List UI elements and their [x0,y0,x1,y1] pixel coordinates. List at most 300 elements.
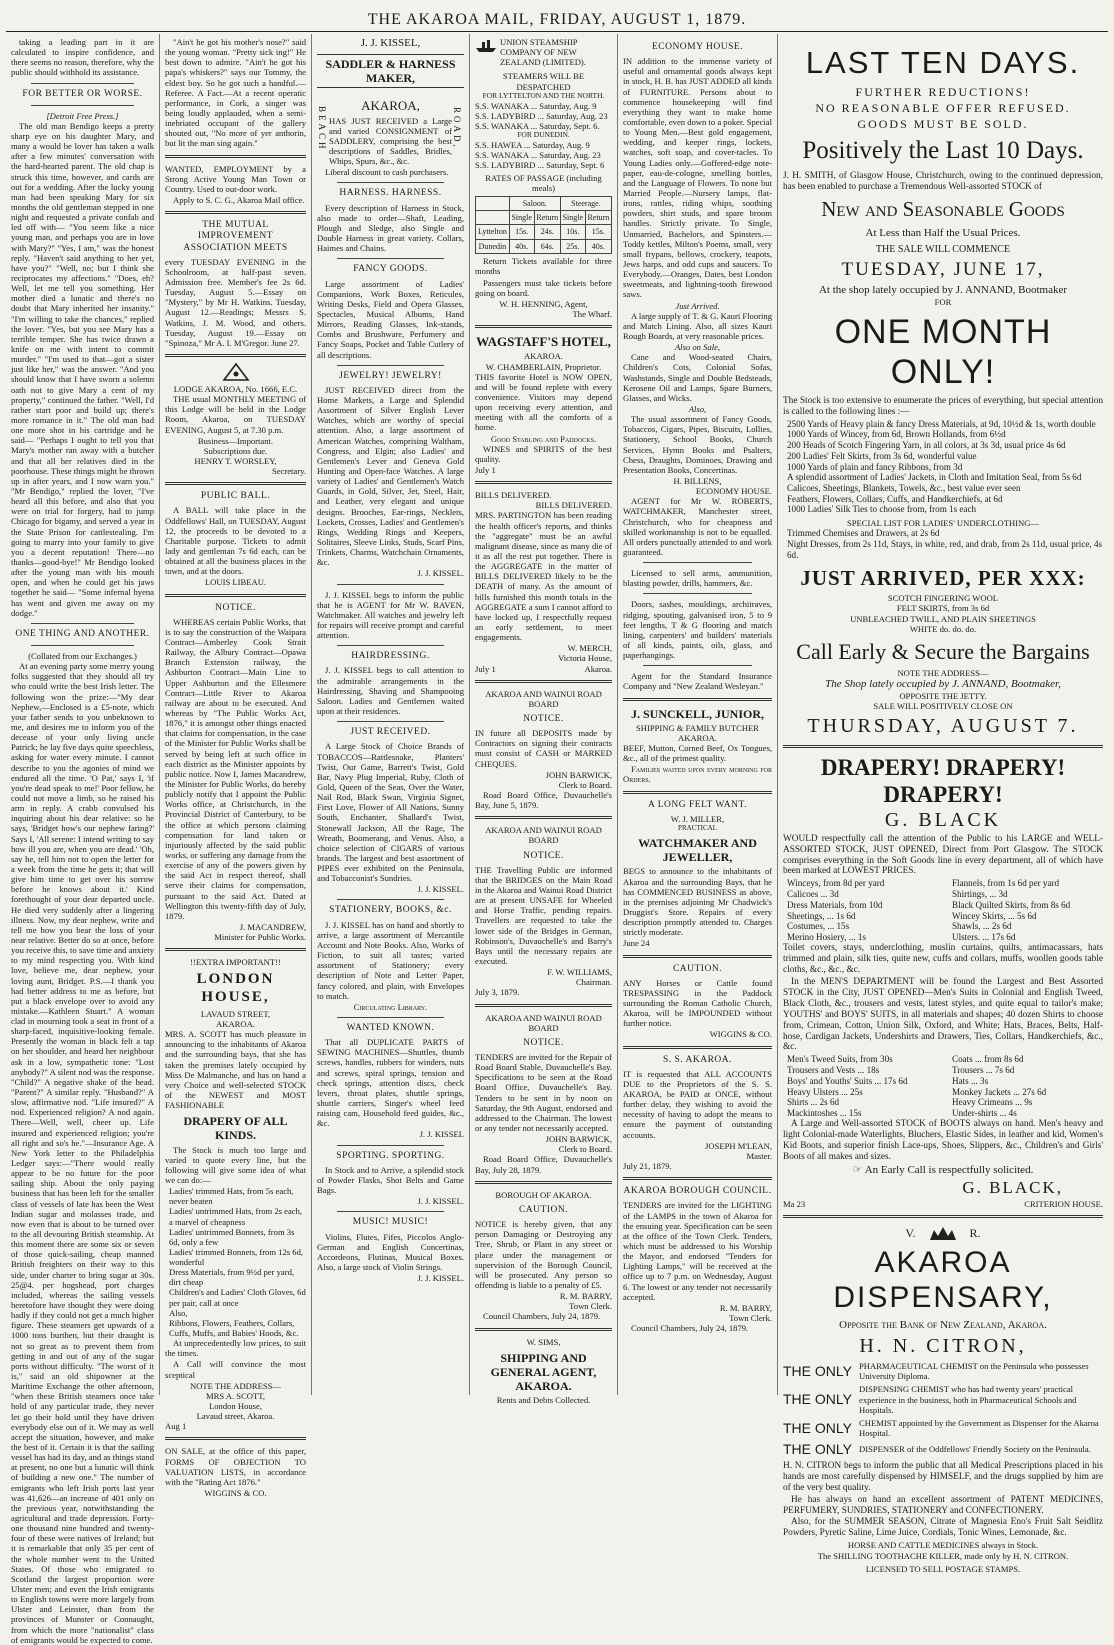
stationery-body: J. J. KISSEL has on hand and shortly to arrive, a large assortment of Mercantile Account and Note Books. Also, Works of Fiction, to suit all tastes; varied assortment of Stationery; every description of Note and Letter Paper, fancy colored, and plain, with Envelopes to match. [317,919,464,1001]
road-board-signature: F. W. WILLIAMS, [547,967,612,978]
price-item: Boys' and Youths' Suits ... 17s 6d [787,1075,908,1086]
price-item: Dress Materials, from 10d [787,899,883,910]
fare-cell: 40s. [585,239,611,253]
fare-header-row [476,196,612,210]
divider [475,1328,612,1331]
divider [165,211,306,214]
road-board-office: Road Board Office, Duvauchelle's Bay, June 5, 1879. [475,789,612,811]
smith-body: J. H. SMITH, of Glasgow House, Christchurch, owing to the continued depression, has been enabled to purchase a Tremendous Well-assorted STOCK of [783,170,1103,192]
london-house-title: LONDON HOUSE, [196,971,275,1006]
lodge-signature-title: Secretary. [271,466,306,477]
black-date: Ma 23 [783,1198,806,1209]
divider [165,155,306,158]
divider [337,584,444,585]
price-item: Shirts ... 2s 6d [787,1097,840,1108]
ball-signature: LOUIS LIBEAU. [204,577,267,588]
fare-subheader: Return [585,210,611,224]
early-call [783,1164,1103,1177]
toothache-killer: The SHILLING TOOTHACHE KILLER, made only by H. N. CITRON. [817,1550,1069,1561]
stock-body: The Stock is much too large and varied to quote every line, but the following will give some idea of what we can do:— [165,1144,306,1185]
fare-cell: 24s. [534,225,560,239]
fare-cell: 15s. [585,225,611,239]
hair-body: J. J. KISSEL begs to call attention to the admirable arrangements in the Hairdressing, Shaving and Shampooing Saloon. Ladies and Gentlemen waited upon at their residences. [317,665,464,717]
borough-signature: R. M. BARRY, [559,1291,612,1302]
doors-body: Doors, sashes, mouldings, architraves, ridging, spouting, galvanised iron, 5 to 9 feet lengths, T & G flooring and match lining, carpenters' and builders' materials of all kinds, paints, oils, glass, and paperhangings. [623,599,772,661]
price-item: Winceys, from 8d per yard [787,878,885,889]
henning-wharf: The Wharf. [572,308,612,319]
toilet-covers: Toilet covers, stays, underclothing, muslin curtains, quilts, antimacassars, hats trimmed and plain, silk ties, quite new, cuffs and collars, muffs, woollen goods table cloths, &c., &c., &c. [783,942,1103,975]
column-1 [6,34,160,1645]
miller-name: W. J. MILLER, [670,813,725,824]
economy-body: IN addition to the immense variety of useful and ornamental goods always kept in stock, H. B. has JUST ADDED all kinds of FURNITURE. Persons about to commence housekeeping will find everything they want to make home comfortable, even down to a poker. Special to Young Men.—Best gold engagement, wedding, and keeper rings, lockets, watches, soft soap, and cover-tacles. To Young Ladies only.—Goffered-edge note-paper, eau-de-cologne, smelling bottles, and the Language of Flowers. To none but Married People.—Nursery lamps, flat-irons, rattles, riding whips, soothing powders, shirt studs, and spare broom handles. Strictly private. To Single, Unmarried, Bachelors, and Spinsters.—Toddy kettles, Milton's Poems, small, very small frypans, bellows, crockery, teapots, Jews harps, and odd cups and saucers. To Everybody.—Oranges, Dates, best London sweetmeats, and lightning-tooth firewood saws. [623,56,772,300]
price-line: 200 Heads of Scotch Fingering Yarn, in all colors, at 3s 3d, usual price 4s 6d [787,440,1066,451]
watchmaker-title: WATCHMAKER AND JEWELLER, [638,836,757,865]
sims-body: SHIPPING AND GENERAL AGENT, AKAROA. [490,1350,597,1393]
summer-season: Also, for the SUMMER SEASON, Citrate of Magnesia Eno's Fruit Salt Seidlitz Powders, Pyretic Saline, Lime Juice, Cordials, Tonic Wines, Lemonade, &c. [783,1517,1103,1539]
article-body: At an evening party some merry young folks suggested that they should all try who could write the best Irish letter. The following won the prize:—"My dear Nephew,—Enclosed is a £5-note, which your father sends to you unbeknown to me, and desires me to inform you of the decease of your only living uncle Patrick; he lay five days quite speechless, asking for water every minute. I cannot describe to you the agonies of mind we endured all the time. 'O Pat,' says I, 'if you're dead speak to me!' Poor fellow, he could not move a limb, so he raised his arm in reply. A crabb convulsed his inquiring about his dear relative: so he says, 'Bridget how's our nephew faring?' Says I, 'All serene: I intend writing to say how ill you are, when you are dead.' 'Oh, say he, tell him not to open the letter for a week from the time he gets it; that will give him time to get over his sorrow before he knows about it.' Kind forethought of your dear departed uncle. He died very suddenly after a lingering illness. Now, my dear nephew, write and tell me how you bear the loss of your near relative. Better do so at once, before you receive this, to save time and anxiety to my mind respecting you. With kind love, believe me, dear nephew, your loving aunt, Bridget. P.S.—I thank you had better address to me as before, but put a black envelope over to avoid any mistake.—Kathleen Stuart." A woman clad in mourning took a seat in front of a sharp-faced, inquisitive-looking female. Presently the woman in black felt a tap on her shoulder, and heard her neighbour ask in a low, sympathetic tone: "Lost anybody?" A silent nod was the response. "Child?" A negative shake of the head. "Parent?" A similar reply. "Husband?" A slow, affirmative nod. "Life insured?" A nod. Experienced religion? A nod again. There—Well, well, cheer up. Life insured and experienced religion; you're all right and so's he."—Insurance Age. A New York letter to the Philadelphia Ledger says:—"There would really appear to be no future for the poor sailing ship. About the only paying business that has been left for the smaller class of vessels of late has been the West Indian sugar and molasses trade, and now even that is about to be turned over to the all devouring British steamship. At this moment there are some six or seven of those quick-sailing, cheap manned British freighters on their way to this side, under charter to bring sugar at 30s. 25@4. per hogshead, port charges included, whereas the sailing vessels heretofore have thought they were doing badly if they could not get a much higher figure. These steamers get upwards of a 1000 tons burthen, but their draught is not so great as to prevent them from getting in and out of any of the sugar ports without difficulty. "The worst of it is," said an old shipowner at the Maritime Exchange the other afternoon, "when these British steamers once take hold of any particular trade, they never let go their hold until they have driven everybody else out of it. We may as well accept the situation, however, and make the best of it. Certain it is that the sailing vessel has had its day, and as things stand at present, no one but a lunatic will think of building a new one." The number of emigrants who left Irish ports last year was 41,626—an increase of 401 only on the previous year, notwithstanding the agricultural and trade depression. Forty-one thousand nine hundred and twenty-four of these were natives of Ireland; but it is remarkable that only 35 per cent of the whole number went to the United States. Of those who emigrated to Scotland the largest proportion were Ulster men; and even the Irish emigrants to English towns were more largely from Ulster and Leinster, than from the provinces of Munster or Connaught, from which the more "nationalist" class of emigrants would be expected to come. [11,661,154,1645]
positively-title: Positively the Last 10 Days. [802,137,1084,165]
sims-name: W. SIMS, [526,1336,561,1347]
wanted-known-title: WANTED KNOWN. [346,1022,435,1033]
sailing-row: S.S. HAWEA ... Saturday, Aug. 9 [475,139,590,150]
vr-letter-v: V. [905,1225,916,1240]
the-only-list [783,1361,1103,1458]
price-item: Under-shirts ... 4s [952,1108,1017,1119]
wanted-known-signature: J. J. KISSEL [419,1129,464,1140]
tobacco-title: JUST RECEIVED. [350,727,431,738]
borough-caution: CAUTION. [518,1204,569,1215]
passengers-notice: Passengers must take tickets before going on board. [475,277,612,298]
council-signature: R. M. BARRY, [719,1302,772,1313]
agent-standard: Agent for the Standard Insurance Company and "New Zealand Wesleyan." [623,671,772,692]
stock-item: Ladies' trimmed Bonnets, from 12s 6d, wonderful [169,1246,304,1268]
postage-stamps: LICENSED TO SELL POSTAGE STAMPS. [865,1563,1021,1574]
divider [783,1215,1103,1218]
article-title-one-thing: ONE THING AND ANOTHER. [15,628,150,639]
stock-item: Ladies' untrimmed Bonnets, from 3s 6d, only a few [169,1226,295,1247]
for-dunedin: FOR DUNEDIN. [517,129,570,139]
price-item: Calicoes ... 3d [787,889,839,900]
wagstaff-body: THIS favorite Hotel is NOW OPEN, and will be found replete with every convenience. Visitors may depend upon receiving every attention, and meeting with all the comforts of a home. [475,371,612,433]
tuesday-june: TUESDAY, JUNE 17, [841,259,1045,281]
citron-body-2: He has always on hand an excellent assortment of PATENT MEDICINES, PERFUMERY, SUNDRIES, STATIONERY and CONFECTIONERY. [783,1494,1103,1516]
stock-call: A Call will convince the most sceptical [165,1359,306,1380]
council-title: AKAROA BOROUGH COUNCIL. [623,1186,772,1197]
price-line: A splendid assortment of Ladies' Jackets, in Cloth and Imitation Seal, from 5s 6d [787,472,1082,483]
wagstaff-proprietor: W. CHAMBERLAIN, Proprietor. [485,361,602,372]
sunckell-place: AKAROA. [678,732,717,743]
divider [475,816,612,819]
road-board-body: TENDERS are invited for the Repair of Road Board Stable, Duvauchelle's Bay. Specifications to be seen at the Road Board Office, Duvauchelle's Bay. Tenders to be sent in by noon on Saturday, the 9th August, endorsed and addressed to the Chairman. The lowest or any tender not necessarily accepted. [475,1052,612,1134]
price-item: Shirtings, ... 3d [952,889,1008,900]
miller-body: BEGS to announce to the inhabitants of Akaroa and the surrounding Bays, that he has COMMENCED BUSINESS as above, in the premises adjoining Mr Chadwick's Druggist's Store. Repairs of every description promptly attended to. Charges strictly moderate. [623,866,772,938]
bills-body: MRS. PARTINGTON has been reading the health officer's reports, and thinks the "aggregate" must be an awful malignant disease, since as many die of it as all the rest put together. There is the AGGREGATE in the matter of BILLS DELIVERED likely to be the DEATH of many. As the amount of bills furnished this month totals in the AGGREGATE a sum I cannot afford to have locked up, I respectfully request an early settlement, to meet engagements. [475,510,612,643]
fare-cell: 25s. [560,239,585,253]
mens-department: In the MEN'S DEPARTMENT will be found the Largest and Best Assorted STOCK in the City, JUST OPENED—Men's Suits in Colonial and English Tweed, Black Cloth, &c., trousers and vests, latest styles, and quite equal to tailor's make; YOUTHS' and BOYS' SUITS, in all materials and shapes; 40 dozen Shirts to choose from, Crimean, Cotton, Union Silk, Oxford, and White; Hats, Braces, Belts, Half-hose, Cardigan Jackets, Undershirts and Drawers, Ties, Collars, Handkerchiefs, &c., &c. [783,976,1103,1053]
divider [337,1017,444,1018]
steamship-icon [475,37,497,53]
ball-title: PUBLIC BALL. [200,491,271,502]
borough-signature-2: Town Clerk. [569,1301,612,1312]
divider [337,899,444,900]
boots-body: A Large and Well-assorted STOCK of BOOTS always on hand. Men's heavy and light Colonial-made Waterlights, Bluchers, Elastic Sides, in leather and kid, Women's Kid Boots, and superior finish Lace-ups, Shoes, Slippers, &c., Children's and Girls' Boots of all makes and sizes. [783,1118,1103,1162]
agent-body: J. J. KISSEL begs to inform the public that he is AGENT for Mr W. RAVEN, Watchmaker. All watches and jewelry left for repairs will receive prompt and careful attention. [317,589,464,641]
column-4 [470,34,618,1406]
kissel-header [317,90,464,167]
thursday-august: THURSDAY, AUGUST 7. [807,715,1079,738]
further-reductions: FURTHER REDUCTIONS! [855,84,1031,99]
divider [475,680,612,683]
miller-practical: PRACTICAL [678,823,717,832]
column-3 [312,34,470,1395]
divider [475,481,612,484]
wanted-employment-ad: WANTED, EMPLOYMENT by a Strong Active Young Man Town or Country. Used to out-door work. [165,163,306,194]
bills-title-2: BILLS DELIVERED. [535,500,612,511]
fare-header-steerage: Steerage. [560,196,611,210]
price-line: 2500 Yards of Heavy plain & fancy Dress Materials, at 9d, 10½d & 1s, worth double [787,418,1096,429]
intro-paragraph: taking a leading part in it are calculated to inspire confidence, and there seems no reason, therefore, why the public should withhold its assistance. [11,37,154,78]
horse-medicines: HORSE AND CATTLE MEDICINES always in Stock. [847,1540,1039,1551]
divider [337,365,444,366]
article-source: [Detroit Free Press.] [46,110,119,121]
price-item: Trousers and Vests ... 18s [787,1065,880,1076]
underclothing-list [783,528,1103,560]
kissel-liberal: Liberal discount to cash purchasers. [325,167,449,178]
last-ten-days: LAST TEN DAYS. [805,45,1081,80]
bills-signature-2: Victoria House, [558,653,612,664]
mens-column-right [948,1054,1103,1118]
road-board-signature-2: Chairman. [575,977,612,988]
fare-cell [476,196,510,210]
jewelry-body: JUST RECEIVED direct from the Home Markets, a Large and Splendid Assortment of Silver English Lever Watches, which are worthy of special attention. Also, a large assortment of American Watches, comprising Waltham, Congress, and Elgin; also Ladies' and Gentlemen's Lever and Geneva Gold Hunting and Open-face Watches. A large variety of Ladies' and Gentlemen's Watch Guards, in Gold, Silver, Jet, Steel, Hair, and Leather, very elegant and unique designs. Brooches, Ear-rings, Necklets, Lockets, Crosses, Ladies' and Gentlemen's Rings, Wedding Rings and Keepers, Solitaires, Sleeve Links, Studs, Scarf Pins, Trinkets, Charms, Watchchain Ornaments, &c. [317,384,464,568]
wagstaff-stabling: Good Stabling and Paddocks. [490,433,597,444]
royal-arms-icon [926,1224,960,1242]
article-source: (Collated from our Exchanges.) [28,651,137,661]
london-place: AKAROA. [216,1018,255,1029]
note-address: NOTE THE ADDRESS— [897,667,989,678]
borough-chambers: Council Chambers, July 24, 1879. [483,1311,601,1322]
divider [165,1437,306,1440]
for-label: FOR [934,297,952,308]
bills-place: Akaroa. [584,663,612,674]
road-board-title: AKAROA AND WAINUI ROAD BOARD [485,825,602,846]
the-only-text: DISPENSING CHEMIST who has had twenty years' practical experience in the business, both in Pharmaceutical Schools and Hospitals. [859,1384,1077,1415]
divider [31,105,134,106]
the-only-row [783,1361,1103,1381]
column-5 [618,34,778,1395]
tobacco-signature: J. J. KISSEL. [417,884,464,895]
black-body: WOULD respectfully call the attention of the Public to his LARGE and WELL-ASSORTED STOCK, JUST OPENED, Direct from Port Glasgow. The STOCK comprises everything in the Soft Goods line in every department, all of which have been marked at LOWEST PRICES. [783,833,1103,877]
caution-body: ANY Horses or Cattle found TRESPASSING in the Paddock surrounding the Roman Catholic Church, Akaroa, will be IMPOUNDED without further notice. [623,977,772,1029]
dispensary-title: AKAROA DISPENSARY, [833,1245,1053,1315]
divider [337,182,444,183]
fare-cell: 40s. [509,239,534,253]
address-label: NOTE THE ADDRESS— [189,1380,282,1391]
side-label-right: ROAD, [452,107,462,151]
special-list: SPECIAL LIST FOR LADIES' UNDERCLOTHING— [846,518,1040,529]
less-than-half: At Less than Half the Usual Prices. [865,227,1021,240]
borough-body: NOTICE is hereby given, that any person Damaging or Destroying any Tree, Shrub, or Plant in any street or place under the management or supervision of the Borough Council, will be prosecuted. Any person so offending is liable to a penalty of £5. [475,1219,612,1290]
price-item: Hats ... 3s [952,1075,989,1086]
ss-akaroa-title: S. S. AKAROA. [662,1054,733,1065]
divider [643,665,752,666]
lodge-body: THE usual MONTHLY MEETING of this Lodge will be held in the Lodge Room, Akaroa, on TUESDAY EVENING, August 5, at 7.30 p.m. [165,394,306,435]
ss-akaroa-date: July 21, 1879. [623,1161,672,1172]
vr-letter-r: R. [969,1225,981,1240]
also-body: The usual assortment of Fancy Goods, Tobaccos, Cigars, Pipes, Biscuits, Lollies, Stationery, School Books, Church Services, Hymn Books and Psalters, Chess, Draughts, Dominoes, Drawing and Presentation Books, Concertinas. [623,414,772,475]
price-item: Men's Tweed Suits, from 30s [787,1054,893,1065]
tobacco-body: A Large Stock of Choice Brands of TOBACCOS—Rattlesnake, Planters' Twist, Our Game, Barrett's Twist, Gold Bar, Navy Plug Imperial, Ruby, Cloth of Gold, Queen of the Seas, Over the Water, Nail Rod, Black Swan, Virginia Signet, First Love, Flower of All Nations, Sunny South, Enchanter, Shallard's Twist, Stonewall Jackson, All the Rage, The Wreath, Boomerang, and Venus. Also, a choice selection of CIGARS of various brands. The largest and best assortment of PIPES ever exhibited on the Peninsula, and Tobacconist's Sundries. [317,741,464,884]
criterion-house: CRITERION HOUSE. [1024,1198,1103,1209]
divider [165,594,306,597]
notice-signature: J. MACANDREW, [239,922,306,932]
price-column-left [783,878,938,942]
wagstaff-title: WAGSTAFF'S HOTEL, [476,334,611,350]
sailing-row: S.S. LADYBIRD ... Saturday, Sept. 6 [475,160,605,171]
divider [165,482,306,485]
price-item: Costumes, ... 15s [787,921,850,932]
fare-cell: 15s. [509,225,534,239]
sailings-lyttelton [475,101,612,131]
council-chambers: Council Chambers, July 24, 1879. [631,1323,749,1334]
forms-sale-body: ON SALE, at the office of this paper, FORMS OF OBJECTION TO VALUATION LISTS, in accordance with the "Rating Act 1876." [165,1446,306,1487]
divider [337,721,444,722]
sunckell-name: J. SUNCKELL, JUNIOR, [630,706,765,721]
divider [623,1046,772,1049]
stock-end: At unprecedentedly low prices, to suit the times. [165,1338,306,1359]
arrived-item: WHITE do. do. do. [909,623,977,634]
roberts-body: AGENT for Mr W. ROBERTS, WATCHMAKER, Manchester street, Christchurch, who for cheapness and skilled workmanship is not to be equalled. All orders punctually attended to and work guaranteed. [623,496,772,557]
bills-footer [475,664,612,674]
sailing-row: S.S. WANAKA ... Saturday, Aug. 9 [475,100,597,111]
mutual-title: THE MUTUAL IMPROVEMENT ASSOCIATION MEETS [183,220,288,253]
steamers-title: STEAMERS WILL BE DESPATCHED [502,71,585,92]
divider [475,1004,612,1007]
opposite-bank: Opposite the Bank of New Zealand, Akaroa. [839,1318,1047,1331]
royal-crest [783,1224,1103,1242]
divider [31,645,134,646]
road-board-body: IN future all DEPOSITS made by Contractors on signing their contracts must consist of CASH or MARKED CHEQUES. [475,728,612,769]
sporting-signature: J. J. KISSEL. [417,1196,464,1207]
fare-subheader: Return [534,210,560,224]
jewelry-signature: J. J. KISSEL. [417,568,464,579]
sailings-dunedin [475,140,612,170]
the-only-row [783,1384,1103,1414]
mens-column-left [783,1054,938,1118]
no-reasonable-offer: NO REASONABLE OFFER REFUSED. [815,100,1071,115]
wines-spirits: WINES and SPIRITS of the best quality. [475,443,612,464]
fare-row [476,239,612,253]
price-item: Mackintoshes ... 15s [787,1108,862,1119]
kissel-name: J. J. KISSEL, [360,37,421,49]
union-header [475,37,612,67]
arrived-item: SCOTCH FINGERING WOOL [887,593,999,604]
jewelry-title: JEWELRY! JEWELRY! [339,370,442,381]
council-signature-2: Town Clerk. [729,1312,772,1323]
side-label-left: BEACH [317,106,327,152]
bills-signature: W. MERCH, [567,643,612,654]
the-only-text: CHEMIST appointed by the Government as Dispenser for the Akaroa Hospital. [859,1417,1099,1438]
price-item: Heavy Ulsters ... 25s [787,1086,863,1097]
stock-list [165,1186,306,1338]
price-item: Ulsters. ... 17s 6d [952,932,1016,943]
fare-subheader: Single [509,210,534,224]
article-body: The old man Bendigo keeps a pretty sharp eye on his daughter Mary, and many a would be lover has taken a walk after a few minutes' conversation with the hard-hearted parent. The old chap is struck this time, however, and cards are out for a wedding. After the lucky young man had been speaking Mary for six months the old gentleman stepped in one night and requested a private confab and led off with— "You seem like a nice young man, and perhaps you are in love with Mary?" "Yes, I am," was the honest reply. "Haven't said anything to her yet, have you?" "Well, no; but I think she reciprocates my affections." "Does, eh? Well, let me tell you something. Her mother died a lunatic and there's no doubt that Mary inherited her insanity." "I'm willing to take the chances," replied the lover. "Yes, but you see Mary has a terrible temper. She has twice drawn a knife on me with intent to commit murder." "I'm used to that—got a sister just like her," was the answer. "And you should know that I have sworn a solemn oath not to give Mary a cent of my property," continued the father. "Well, I'd rather start poor and build up; there's more romance in it." The old man had one more shot in his cartridge and he said— "Perhaps I ought to tell you that Mary's mother ran away with a butcher and that all her relatives died in the poorhouse. These things might be thrown up in after years, and I now warn you." "Mr Bendigo," replied the lover, "I've heard all this before, and also that you were on trial for forgery, had to jump Chicago for bigamy, and served a year in the State Prison for cattlestealing. I'm going to marry into your family to give you a decent reputation! There—no thanks—good-bye!" Mr Bendigo looked after the young man with his mouth open, and when he could get his jaws together he said— "Some infernal hyena has went and given me away on my dodge." [11,120,154,618]
stock-item: Ladies' trimmed Hats, from 5s each, never beaten [169,1186,294,1207]
kissel-intro: HAS JUST RECEIVED a Large and varied CONSIGNMENT of SADDLERY, comprising the best descriptions of Saddles, Bridles, Whips, Spurs, &c., &c. [329,115,452,167]
underclothing-item: Trimmed Chemises and Drawers, at 2s 6d [787,528,940,539]
music-signature: J. J. KISSEL. [417,1273,464,1284]
drapery-banner: DRAPERY! DRAPERY! DRAPERY! [820,754,1066,807]
mutual-body: every TUESDAY EVENING in the Schoolroom, at half-past seven. Admission free. Member's fee 2s 6d. Tuesday, August 5.—Essay on "Mystery," by Mr H. Watkins. Tuesday, August 12.—Readings; Messrs S. Watkins, J. M. Wood, and others. Tuesday, August 19.—Essay on "Spinoza," Mr A. I. M'Gregor. June 27. [165,256,306,348]
also-sale: Also on Sale, [674,342,721,353]
ball-body: A BALL will take place in the Oddfellows' Hall, on TUESDAY, August 12, the proceeds to be devoted to a Charitable purpose. Tickets to admit lady and gentleman 7s 6d each, can be obtained at all the business places in the town, and at the doors. [165,505,306,577]
sailing-row: S.S. WANAKA ... Saturday, Aug. 23 [475,149,601,160]
wagstaff-place: AKAROA. [524,351,563,362]
union-title: UNION STEAMSHIP COMPANY OF NEW ZEALAND (LIMITED). [500,37,586,68]
fancy-title: FANCY GOODS. [353,264,428,275]
extra-important: !!EXTRA IMPORTANT!! [190,957,281,968]
sims-rents: Rents and Debts Collected. [496,1395,591,1406]
date-line: June 24 [623,938,650,949]
the-only-label: THE ONLY [783,1441,852,1458]
fare-cell [476,210,510,224]
price-item: Black Quilted Skirts, from 8s 6d [952,899,1071,910]
divider [337,1211,444,1212]
price-item: Shawls, ... 2s 6d [952,921,1012,932]
road-board-notice: NOTICE. [523,713,564,724]
stock-item: Dress Materials, from 9½d per yard, dirt cheap [169,1267,295,1288]
sale-commence: THE SALE WILL COMMENCE [875,244,1011,256]
road-board-signature-2: Clerk to Board. [558,779,612,790]
harness-body: Every description of Harness in Stock, also made to order—Shaft, Leading, Plough and Sledge, also Single and Double Harness in great variety. Collars, Haimes and Chains. [317,202,464,254]
price-line: 1000 Yards of Wincey, from 6d, Brown Hollands, from 6½d [787,429,1006,440]
circulating-library: Circulating Library. [353,1001,428,1012]
goods-must-be-sold: GOODS MUST BE SOLD. [857,116,1029,131]
stock-item: Ribbons, Flowers, Feathers, Collars, Cuffs, Muffs, and Babies' Hoods, &c. [169,1317,299,1339]
sunckell-sub: SHIPPING & FAMILY BUTCHER [635,722,760,733]
divider [783,745,1103,748]
sale-body: Cane and Wood-seated Chairs, Children's Cots, Colonial Sofas, Washstands, Single and Double Bedsteads, Kerosene Oil and Lamps, Spare Burners, Glasses, and Wicks. [623,352,772,403]
lodge-business: Business—Important. [197,435,274,446]
price-item: Wincey Skirts, ... 5s 6d [952,910,1037,921]
bills-date: July 1 [475,663,496,674]
fare-header-saloon: Saloon. [509,196,560,210]
the-only-row [783,1441,1103,1458]
road-board-date: July 3, 1879. [475,987,520,998]
article-title-better-or-worse: FOR BETTER OR WORSE. [22,88,143,99]
road-board-signature: JOHN BARWICK, [545,769,612,780]
article-continuation: "Ain't he got his mother's nose?" said the young woman. "Pretty sick ing!" He best down to admire. "Ain't he got his papa's whiskers?" says our Tommy, the eldest boy. So he got such a handful.—Referee. A Fact.—At a recent operatic performance, in Cork, a singer was being loudly applauded, when a semi-inebriated occupant of the gallery shouted out, "No more of yer anthorin, but lit the man sing again." [165,37,306,149]
divider [337,258,444,259]
just-arrived-per: JUST ARRIVED, PER XXX: [800,566,1086,591]
caution-signature: WIGGINS & CO. [709,1029,772,1040]
address-line-2: Lavaud street, Akaroa. [196,1411,275,1422]
sale-close: SALE WILL POSITIVELY CLOSE ON [873,700,1013,711]
just-arrived-body: A large supply of T. & G. Kauri Flooring and Match Lining. Also, all sizes Kauri Rough Boards, at very reasonable prices. [623,310,772,341]
sailing-row: S.S. WANAKA ... Saturday, Sept. 6. [475,120,600,131]
divider [623,955,772,958]
shop-lately: The Shop lately occupied by J. ANNAND, Bootmaker, [825,677,1061,690]
ss-akaroa-signature: JOSEPH M'LEAN, [705,1140,772,1151]
price-line: Calicoes, Sheetings, Blankets, Towels, &c., best value ever seen [787,483,1021,493]
sporting-title: SPORTING. SPORTING. [336,1150,445,1161]
column-6 [778,34,1108,1574]
column-2 [160,34,312,1499]
divider [475,325,612,328]
wanted-known-body: That all DUPLICATE PARTS of SEWING MACHINES—Shuttles, thumb screws, handles, rubbers for winders, nuts and screws, spiral springs, tension and check springs, attention discs, check levers, throat plates, shuttle springs, shuttle carriers, Singer's wheel feed raising cam, Household feed guides, &c., &c. [317,1037,464,1129]
address-line: London House, [209,1401,262,1412]
the-only-row [783,1418,1103,1438]
new-seasonable-goods: New and Seasonable Goods [821,197,1065,222]
sunckell-body: BEEF, Mutton, Corned Beef, Ox Tongues, &c., all of the primest quality. [623,742,772,764]
notice-signature-title: Minister for Public Works. [214,932,306,943]
lines-list [783,419,1103,515]
bills-title: BILLS DELIVERED. [475,490,552,501]
borough-title: BOROUGH OF AKAROA. [495,1189,592,1200]
long-felt-want: A LONG FELT WANT. [648,799,747,810]
stock-extensive: The Stock is too extensive to enumerate the prices of everything, but special attention is called to the following lines :— [783,395,1103,417]
notice-body: WHEREAS certain Public Works, that is to say the construction of the Waipara Contract—Amberley Cook Strait Railway, the Albury Contract—Opawa Branch Extension railway, the Ashburton Contract—Main Line to Upper Ashburton and the Ellesmere Contract—Little River to Akaroa railway are about to be executed. And whereas by "The Public Works Act, 1876," it is amongst other things enacted that claims for compensation, in the case of the Minister for Public Works shall be served by being left at such office in each district as the Minister appoints by public notice. Now I, James Macandrew, the Minister for Public Works, do hereby publicly notify that I appoint the Public Works office, at Christchurch, in the Provincial District of Canterbury, to be the office at which persons claiming compensation for land taken or injuriously affected by the said public works, or suffering any damage from the exercise of any of the powers given by the said Act in respect thereof, shall serve their claims for compensation, pursuant to the said Act. Dated at Wellington this twenty-fifth day of July, 1879. [165,616,306,921]
fare-subheader: Single [560,210,585,224]
black-signature: G. BLACK, [962,1177,1063,1197]
road-board-title: AKAROA AND WAINUI ROAD BOARD [485,1012,602,1033]
economy-title: ECONOMY HOUSE. [651,42,744,52]
fare-cell: Lyttelton [476,225,510,239]
price-item: Heavy Crimeans ... 9s [952,1097,1033,1108]
music-body: Violins, Flutes, Fifes, Piccolos Anglo-German and English Concertinas, Accordeons, Flutinas, Musical Boxes. Also, a large stock of Violin Strings. [317,1231,464,1272]
citron-body: H. N. CITRON begs to inform the public that all Medical Prescriptions placed in his hands are most carefully dispensed by HIMSELF, and the drugs supplied by him are of the very best quality. [783,1460,1103,1493]
fare-cell: 64s. [534,239,560,253]
lodge-signature: HENRY T. WORSLEY, [194,455,277,466]
the-only-label: THE ONLY [783,1363,852,1379]
fare-cell: Dunedin [476,239,510,253]
divider [165,354,306,357]
address-name: MRS A. SCOTT, [205,1390,266,1401]
road-board-signature-2: Clerk to Board. [558,1144,612,1155]
divider [623,1177,772,1180]
divider [643,562,752,563]
price-item: Coats ... from 8s 6d [952,1054,1024,1065]
early-call-text: An Early Call is respectfully solicited. [864,1163,1034,1176]
drapery-all-kinds: DRAPERY OF ALL KINDS. [183,1114,288,1143]
shop-annand: At the shop lately occupied by J. ANNAND, Bootmaker [818,284,1068,297]
licensed-arms: Licensed to sell arms, ammunition, blasting powder, drills, hammers, &c. [623,568,772,589]
price-item: Monkey Jackets ... 27s 6d [952,1086,1047,1097]
economy-house: ECONOMY HOUSE. [695,486,772,497]
divider [31,83,134,84]
price-item: Trousers ... 7s 6d [952,1065,1015,1076]
citron-name: H. N. CITRON, [859,1334,1027,1357]
hair-title: HAIRDRESSING. [351,651,430,662]
divider [475,1181,612,1184]
fare-table [475,196,612,255]
columns [6,34,1108,1645]
black-footer [783,1199,1103,1209]
arrived-item: FELT SKIRTS, from 3s 6d [896,603,990,614]
just-arrived-title: Just Arrived. [675,300,720,311]
sailing-row: S.S. LADYBIRD ... Saturday, Aug. 23 [475,110,608,121]
price-line: 1000 Yards of plain and fancy Ribbons, from 3d [787,461,963,472]
road-board-notice: NOTICE. [523,850,564,861]
saddler-title: SADDLER & HARNESS MAKER, [317,54,464,88]
wanted-apply: Apply to S. C. G., Akaroa Mail office. [173,194,305,205]
the-only-text: PHARMACEUTICAL CHEMIST on the Peninsula who possesses University Diploma. [859,1361,1089,1382]
the-only-label: THE ONLY [783,1419,852,1436]
divider [643,593,752,594]
billens-name: H. BILLENS, [673,475,722,486]
price-line: 200 Ladies' Felt Skirts, from 3s 6d, wonderful value [787,450,977,461]
